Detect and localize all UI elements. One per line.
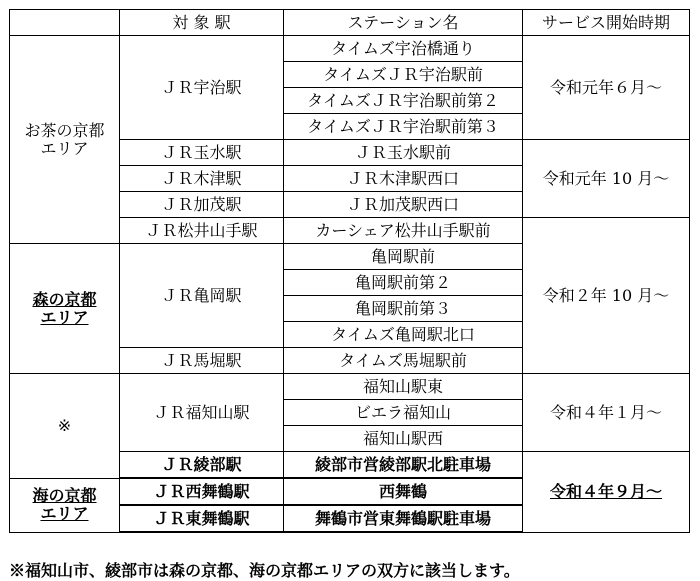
header-row [10, 10, 690, 36]
station-name: タイムズ宇治橋通り [284, 36, 523, 62]
area-mori-line2: エリア [40, 307, 89, 327]
station-ayabe: ＪＲ綾部駅 [120, 452, 284, 479]
station-name: タイムズ亀岡駅北口 [284, 322, 523, 348]
start-date: 令和２年 10 月～ [523, 218, 690, 374]
start-date: 令和４年１月～ [523, 374, 690, 452]
station-uji: ＪＲ宇治駅 [120, 36, 284, 140]
station-name: タイムズＪＲ宇治駅前第２ [284, 88, 523, 114]
station-name: 亀岡駅前 [284, 244, 523, 270]
station-tamamizu: ＪＲ玉水駅 [120, 140, 284, 166]
station-name: タイムズ馬堀駅前 [284, 348, 523, 374]
area-ocha-line2: エリア [40, 138, 89, 158]
station-kamo: ＪＲ加茂駅 [120, 192, 284, 218]
area-umi-line2: エリア [40, 504, 89, 523]
station-nishimaizuru: ＪＲ西舞鶴駅 [120, 478, 284, 505]
station-kameoka: ＪＲ亀岡駅 [120, 244, 284, 348]
area-umi [10, 478, 120, 532]
station-name: 福知山駅西 [284, 426, 523, 452]
station-name: タイムズＪＲ宇治駅前 [284, 62, 523, 88]
area-mori [10, 244, 120, 374]
station-fukuchiyama: ＪＲ福知山駅 [120, 374, 284, 452]
start-date: 令和元年 10 月～ [523, 140, 690, 218]
station-name: ビエラ福知山 [284, 400, 523, 426]
start-date: 令和元年６月～ [523, 36, 690, 140]
station-name: 亀岡駅前第３ [284, 296, 523, 322]
station-name: カーシェア松井山手駅前 [284, 218, 523, 244]
start-date-text: 令和４年９月～ [549, 481, 662, 501]
station-name: 舞鶴市営東舞鶴駅駐車場 [284, 505, 523, 532]
station-name: 西舞鶴 [284, 478, 523, 505]
station-name: ＪＲ木津駅西口 [284, 166, 523, 192]
table-row [10, 36, 690, 62]
station-name: 綾部市営綾部駅北駐車場 [284, 452, 523, 479]
station-higashimaizuru: ＪＲ東舞鶴駅 [120, 505, 284, 532]
station-umahori: ＪＲ馬堀駅 [120, 348, 284, 374]
table-row [10, 374, 690, 400]
station-name: 亀岡駅前第２ [284, 270, 523, 296]
header-station: 対 象 駅 [120, 10, 284, 36]
station-name: ＪＲ加茂駅西口 [284, 192, 523, 218]
station-matsuiyamate: ＪＲ松井山手駅 [120, 218, 284, 244]
footnote: ※福知山市、綾部市は森の京都、海の京都エリアの双方に該当します。 [9, 561, 520, 580]
area-umi-line1: 海の京都 [32, 486, 97, 505]
station-name: ＪＲ玉水駅前 [284, 140, 523, 166]
station-name: タイムズＪＲ宇治駅前第３ [284, 114, 523, 140]
area-ocha-line1: お茶の京都 [24, 120, 105, 140]
area-ocha [10, 36, 120, 244]
area-note-mark: ※ [10, 374, 120, 479]
header-start-date: サービス開始時期 [523, 10, 690, 36]
station-name: 福知山駅東 [284, 374, 523, 400]
header-area [10, 10, 120, 36]
header-station-name: ステーション名 [284, 10, 523, 36]
area-mori-line1: 森の京都 [32, 289, 97, 309]
car-share-station-table [9, 9, 690, 533]
station-kizu: ＪＲ木津駅 [120, 166, 284, 192]
start-date [523, 452, 690, 533]
